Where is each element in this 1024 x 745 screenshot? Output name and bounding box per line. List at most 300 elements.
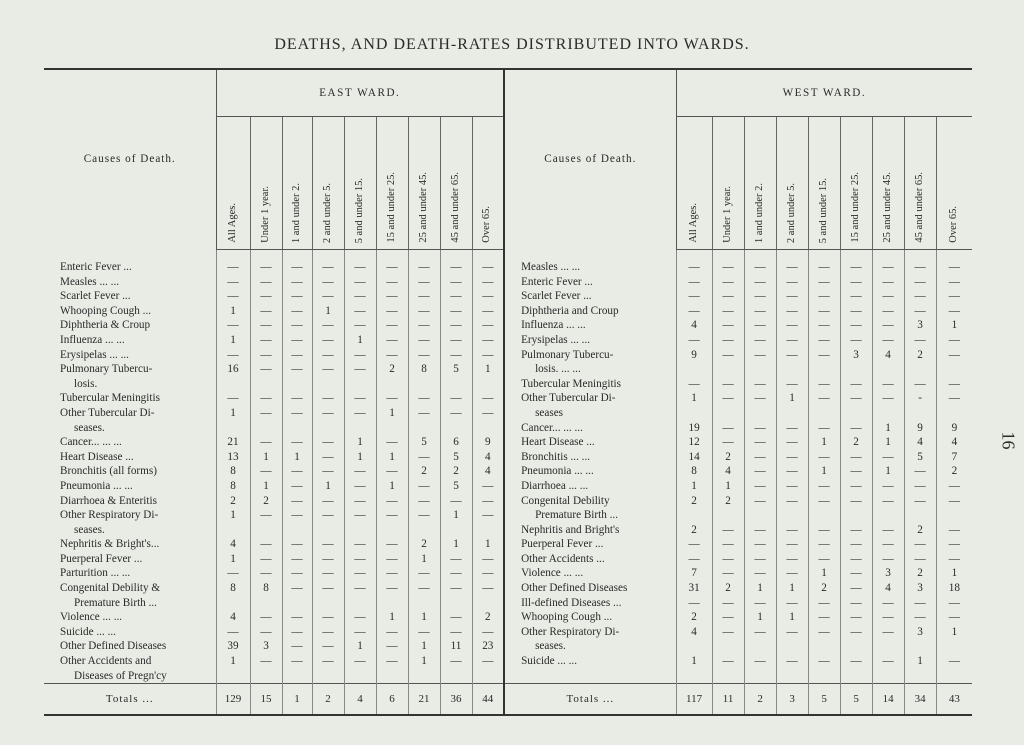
- west-count-cell: 2: [712, 494, 744, 509]
- west-count-cell: —: [904, 494, 936, 509]
- west-total-cell: 2: [744, 684, 776, 716]
- east-count-cell: —: [282, 435, 312, 450]
- west-count-cell: 4: [872, 581, 904, 596]
- west-count-cell: —: [840, 304, 872, 319]
- east-totals-label: Totals ...: [44, 684, 216, 716]
- west-count-cell: 9: [936, 421, 972, 436]
- east-count-cell: —: [344, 566, 376, 581]
- west-count-cell: —: [840, 552, 872, 567]
- west-cause-label: Scarlet Fever ...: [504, 289, 676, 304]
- east-total-cell: 6: [376, 684, 408, 716]
- west-count-cell: [904, 639, 936, 654]
- east-count-cell: 1: [312, 304, 344, 319]
- west-count-cell: [744, 669, 776, 684]
- east-count-cell: —: [472, 250, 504, 275]
- west-count-cell: [840, 669, 872, 684]
- table-row: [44, 566, 972, 581]
- west-cause-label: [504, 669, 676, 684]
- east-total-cell: 4: [344, 684, 376, 716]
- east-count-cell: —: [282, 406, 312, 421]
- west-count-cell: [840, 639, 872, 654]
- east-count-cell: —: [472, 289, 504, 304]
- west-count-cell: —: [808, 348, 840, 363]
- west-count-cell: 1: [808, 464, 840, 479]
- east-count-cell: 1: [408, 654, 440, 669]
- west-count-cell: —: [776, 348, 808, 363]
- east-count-cell: [282, 421, 312, 436]
- east-count-cell: —: [312, 391, 344, 406]
- table-row: [44, 464, 972, 479]
- west-count-cell: —: [744, 391, 776, 406]
- west-count-cell: —: [676, 537, 712, 552]
- west-count-cell: —: [808, 304, 840, 319]
- east-count-cell: [408, 523, 440, 538]
- west-count-cell: —: [808, 523, 840, 538]
- page-title: DEATHS, AND DEATH-RATES DISTRIBUTED INTO WARDS.: [274, 36, 750, 53]
- west-count-cell: —: [776, 494, 808, 509]
- east-cause-label: Suicide ... ...: [60, 625, 116, 638]
- west-cause-label: Diphtheria and Croup: [504, 304, 676, 319]
- west-count-cell: —: [776, 435, 808, 450]
- west-count-cell: [872, 639, 904, 654]
- east-count-cell: [312, 377, 344, 392]
- west-count-cell: —: [840, 377, 872, 392]
- west-count-cell: —: [936, 552, 972, 567]
- west-count-cell: —: [776, 289, 808, 304]
- west-cause-label: Nephritis and Bright's: [504, 523, 676, 538]
- table-row: [44, 435, 972, 450]
- west-count-cell: —: [872, 318, 904, 333]
- west-count-cell: —: [872, 596, 904, 611]
- east-cause-label: Diarrhoea & Enteritis: [60, 494, 157, 507]
- east-count-cell: —: [312, 450, 344, 465]
- west-count-cell: 1: [904, 654, 936, 669]
- east-count-cell: [376, 377, 408, 392]
- east-cause-label: Premature Birth ...: [74, 596, 157, 609]
- east-count-cell: [408, 596, 440, 611]
- west-count-cell: —: [936, 479, 972, 494]
- table-row: [44, 348, 972, 363]
- west-count-cell: 3: [904, 318, 936, 333]
- west-total-cell: 5: [808, 684, 840, 716]
- west-count-cell: [936, 669, 972, 684]
- west-age-column-header: 25 and under 45.: [872, 117, 904, 250]
- west-count-cell: —: [808, 289, 840, 304]
- west-count-cell: [808, 508, 840, 523]
- west-count-cell: —: [904, 289, 936, 304]
- east-count-cell: —: [408, 450, 440, 465]
- east-cause-label: Measles ... ...: [60, 275, 120, 288]
- west-count-cell: [936, 406, 972, 421]
- west-count-cell: —: [744, 566, 776, 581]
- west-count-cell: 1: [776, 610, 808, 625]
- east-count-cell: —: [344, 552, 376, 567]
- east-count-cell: —: [216, 391, 250, 406]
- east-count-cell: 5: [408, 435, 440, 450]
- east-count-cell: —: [472, 566, 504, 581]
- table-row: [44, 537, 972, 552]
- west-count-cell: —: [776, 275, 808, 290]
- east-count-cell: —: [408, 318, 440, 333]
- east-cause-label: losis.: [74, 377, 98, 390]
- east-cause-label: Parturition ... ...: [60, 567, 131, 580]
- east-total-cell: 21: [408, 684, 440, 716]
- west-count-cell: —: [776, 654, 808, 669]
- east-count-cell: 1: [344, 639, 376, 654]
- east-count-cell: —: [440, 566, 472, 581]
- west-count-cell: —: [712, 435, 744, 450]
- east-count-cell: —: [312, 654, 344, 669]
- west-count-cell: —: [808, 552, 840, 567]
- east-count-cell: —: [472, 333, 504, 348]
- west-count-cell: —: [776, 450, 808, 465]
- east-count-cell: —: [344, 362, 376, 377]
- west-count-cell: —: [936, 523, 972, 538]
- west-count-cell: —: [904, 537, 936, 552]
- west-count-cell: [776, 669, 808, 684]
- east-count-cell: [376, 596, 408, 611]
- east-count-cell: 1: [250, 450, 282, 465]
- west-count-cell: —: [744, 250, 776, 275]
- west-count-cell: —: [840, 654, 872, 669]
- west-count-cell: [712, 639, 744, 654]
- table-row: [44, 289, 972, 304]
- east-count-cell: —: [344, 391, 376, 406]
- west-count-cell: —: [840, 289, 872, 304]
- west-count-cell: —: [808, 537, 840, 552]
- east-cause-label: Cancer... ... ...: [60, 436, 122, 449]
- west-count-cell: —: [904, 304, 936, 319]
- east-count-cell: [440, 669, 472, 684]
- west-total-cell: 11: [712, 684, 744, 716]
- west-count-cell: [840, 508, 872, 523]
- east-count-cell: —: [376, 581, 408, 596]
- east-count-cell: —: [408, 479, 440, 494]
- west-count-cell: 7: [676, 566, 712, 581]
- west-count-cell: 3: [872, 566, 904, 581]
- east-total-cell: 1: [282, 684, 312, 716]
- east-count-cell: —: [282, 566, 312, 581]
- west-count-cell: [904, 669, 936, 684]
- west-count-cell: —: [676, 552, 712, 567]
- west-count-cell: —: [676, 304, 712, 319]
- west-count-cell: 1: [808, 566, 840, 581]
- east-cause-label: Enteric Fever ...: [60, 260, 132, 273]
- east-causes-header: Causes of Death.: [44, 69, 216, 250]
- west-count-cell: —: [712, 654, 744, 669]
- east-count-cell: 1: [282, 450, 312, 465]
- table-row: [44, 508, 972, 523]
- east-count-cell: —: [440, 610, 472, 625]
- west-count-cell: —: [872, 450, 904, 465]
- east-count-cell: —: [312, 464, 344, 479]
- west-count-cell: 14: [676, 450, 712, 465]
- east-count-cell: 8: [216, 581, 250, 596]
- east-count-cell: —: [440, 625, 472, 640]
- west-cause-label: Other Tubercular Di-: [504, 391, 676, 406]
- east-cause-label: seases.: [74, 523, 105, 536]
- east-count-cell: —: [216, 275, 250, 290]
- east-count-cell: —: [282, 318, 312, 333]
- west-count-cell: —: [808, 450, 840, 465]
- west-count-cell: 1: [872, 435, 904, 450]
- east-age-column-header: 25 and under 45.: [408, 117, 440, 250]
- west-count-cell: —: [840, 537, 872, 552]
- west-cause-label: Pulmonary Tubercu-: [504, 348, 676, 363]
- east-count-cell: —: [376, 318, 408, 333]
- west-count-cell: [840, 362, 872, 377]
- west-count-cell: [904, 508, 936, 523]
- west-count-cell: —: [744, 289, 776, 304]
- west-count-cell: —: [904, 596, 936, 611]
- east-cause-label: Other Respiratory Di-: [60, 509, 159, 522]
- east-count-cell: [250, 377, 282, 392]
- east-count-cell: —: [408, 289, 440, 304]
- east-count-cell: [472, 523, 504, 538]
- east-count-cell: —: [282, 494, 312, 509]
- west-count-cell: —: [872, 494, 904, 509]
- east-cause-label: Violence ... ...: [60, 611, 123, 624]
- east-count-cell: [472, 421, 504, 436]
- table-row: [44, 250, 972, 275]
- east-total-cell: 44: [472, 684, 504, 716]
- west-count-cell: —: [776, 479, 808, 494]
- west-age-column-header: Under 1 year.: [712, 117, 744, 250]
- west-count-cell: [872, 508, 904, 523]
- west-count-cell: —: [712, 566, 744, 581]
- west-count-cell: —: [712, 275, 744, 290]
- east-count-cell: —: [250, 348, 282, 363]
- west-count-cell: 1: [936, 318, 972, 333]
- table-row: [44, 318, 972, 333]
- west-count-cell: 7: [936, 450, 972, 465]
- west-count-cell: —: [872, 523, 904, 538]
- east-count-cell: —: [282, 391, 312, 406]
- east-count-cell: 1: [216, 406, 250, 421]
- east-count-cell: —: [282, 304, 312, 319]
- west-count-cell: 1: [676, 391, 712, 406]
- east-count-cell: —: [250, 362, 282, 377]
- west-count-cell: 3: [904, 625, 936, 640]
- east-count-cell: —: [344, 494, 376, 509]
- table-row: [44, 654, 972, 669]
- west-count-cell: [676, 362, 712, 377]
- east-count-cell: 2: [408, 464, 440, 479]
- west-count-cell: [872, 669, 904, 684]
- east-count-cell: [282, 596, 312, 611]
- west-count-cell: —: [904, 552, 936, 567]
- west-ward-header: WEST WARD.: [676, 69, 972, 117]
- west-total-cell: 43: [936, 684, 972, 716]
- west-count-cell: [936, 362, 972, 377]
- east-count-cell: 1: [376, 406, 408, 421]
- west-count-cell: —: [936, 348, 972, 363]
- east-count-cell: [344, 377, 376, 392]
- west-count-cell: 4: [676, 318, 712, 333]
- east-cause-label: Puerperal Fever ...: [60, 552, 143, 565]
- west-count-cell: —: [872, 537, 904, 552]
- west-count-cell: 2: [904, 566, 936, 581]
- west-count-cell: —: [904, 275, 936, 290]
- east-count-cell: 1: [312, 479, 344, 494]
- east-count-cell: [440, 523, 472, 538]
- east-count-cell: —: [472, 494, 504, 509]
- west-count-cell: —: [776, 318, 808, 333]
- west-count-cell: —: [840, 610, 872, 625]
- west-count-cell: 2: [808, 581, 840, 596]
- east-count-cell: —: [282, 654, 312, 669]
- west-count-cell: 4: [872, 348, 904, 363]
- east-count-cell: —: [282, 508, 312, 523]
- east-cause-label: Other Tubercular Di-: [60, 406, 155, 419]
- east-age-column-header: Under 1 year.: [250, 117, 282, 250]
- east-count-cell: 1: [472, 537, 504, 552]
- east-count-cell: —: [344, 304, 376, 319]
- west-count-cell: —: [872, 610, 904, 625]
- east-count-cell: —: [408, 391, 440, 406]
- table-row: [44, 333, 972, 348]
- east-count-cell: —: [376, 654, 408, 669]
- east-count-cell: —: [472, 479, 504, 494]
- table-row: [44, 523, 972, 538]
- west-count-cell: 12: [676, 435, 712, 450]
- west-count-cell: [808, 362, 840, 377]
- west-count-cell: [872, 362, 904, 377]
- west-cause-label: Premature Birth ...: [504, 508, 676, 523]
- east-count-cell: —: [408, 348, 440, 363]
- east-count-cell: —: [440, 406, 472, 421]
- east-count-cell: 8: [250, 581, 282, 596]
- east-count-cell: [216, 377, 250, 392]
- east-count-cell: —: [376, 435, 408, 450]
- west-total-cell: 34: [904, 684, 936, 716]
- table-row: [44, 304, 972, 319]
- east-count-cell: —: [250, 435, 282, 450]
- east-count-cell: 1: [408, 639, 440, 654]
- west-count-cell: —: [936, 333, 972, 348]
- west-count-cell: —: [676, 289, 712, 304]
- west-count-cell: -: [904, 391, 936, 406]
- east-count-cell: —: [440, 391, 472, 406]
- west-count-cell: —: [936, 494, 972, 509]
- table-row: [44, 450, 972, 465]
- east-count-cell: 2: [472, 610, 504, 625]
- east-cause-label: Bronchitis (all forms): [60, 465, 157, 478]
- west-count-cell: —: [808, 333, 840, 348]
- west-count-cell: [676, 669, 712, 684]
- west-count-cell: —: [744, 348, 776, 363]
- west-total-cell: 14: [872, 684, 904, 716]
- east-count-cell: —: [250, 654, 282, 669]
- west-count-cell: —: [936, 610, 972, 625]
- west-count-cell: —: [712, 289, 744, 304]
- east-count-cell: —: [408, 566, 440, 581]
- east-count-cell: —: [282, 479, 312, 494]
- west-count-cell: —: [744, 421, 776, 436]
- east-count-cell: [408, 377, 440, 392]
- west-count-cell: —: [808, 377, 840, 392]
- west-count-cell: —: [776, 537, 808, 552]
- east-count-cell: —: [312, 333, 344, 348]
- east-count-cell: 1: [216, 552, 250, 567]
- east-count-cell: 23: [472, 639, 504, 654]
- west-count-cell: 2: [840, 435, 872, 450]
- east-count-cell: —: [250, 406, 282, 421]
- east-count-cell: [472, 377, 504, 392]
- east-count-cell: [216, 669, 250, 684]
- east-count-cell: —: [282, 464, 312, 479]
- west-count-cell: —: [744, 333, 776, 348]
- east-count-cell: [250, 421, 282, 436]
- west-count-cell: —: [840, 318, 872, 333]
- west-count-cell: [676, 639, 712, 654]
- east-count-cell: [344, 523, 376, 538]
- east-count-cell: —: [472, 625, 504, 640]
- west-count-cell: —: [712, 625, 744, 640]
- west-count-cell: —: [808, 494, 840, 509]
- west-age-column-header: 5 and under 15.: [808, 117, 840, 250]
- east-cause-label: Influenza ... ...: [60, 333, 125, 346]
- east-count-cell: 2: [250, 494, 282, 509]
- west-count-cell: —: [744, 304, 776, 319]
- west-count-cell: 31: [676, 581, 712, 596]
- east-count-cell: —: [408, 581, 440, 596]
- west-count-cell: 1: [872, 464, 904, 479]
- west-count-cell: —: [808, 596, 840, 611]
- west-count-cell: —: [744, 435, 776, 450]
- west-total-cell: 5: [840, 684, 872, 716]
- east-count-cell: —: [344, 406, 376, 421]
- west-count-cell: —: [712, 421, 744, 436]
- east-count-cell: 8: [408, 362, 440, 377]
- west-total-cell: 3: [776, 684, 808, 716]
- table-row: [44, 406, 972, 421]
- west-count-cell: —: [744, 479, 776, 494]
- east-count-cell: —: [376, 304, 408, 319]
- east-count-cell: —: [472, 275, 504, 290]
- west-count-cell: 19: [676, 421, 712, 436]
- west-count-cell: —: [936, 537, 972, 552]
- east-count-cell: —: [250, 552, 282, 567]
- west-cause-label: Bronchitis ... ...: [504, 450, 676, 465]
- east-count-cell: —: [216, 348, 250, 363]
- west-count-cell: [744, 639, 776, 654]
- west-count-cell: —: [776, 464, 808, 479]
- east-count-cell: —: [472, 391, 504, 406]
- east-count-cell: 1: [344, 435, 376, 450]
- east-count-cell: —: [250, 289, 282, 304]
- east-count-cell: [440, 377, 472, 392]
- east-count-cell: —: [472, 304, 504, 319]
- east-count-cell: —: [440, 581, 472, 596]
- east-count-cell: —: [376, 639, 408, 654]
- west-count-cell: 1: [712, 479, 744, 494]
- east-count-cell: —: [344, 275, 376, 290]
- east-count-cell: —: [312, 250, 344, 275]
- west-count-cell: —: [872, 391, 904, 406]
- west-count-cell: —: [936, 289, 972, 304]
- east-count-cell: 1: [216, 333, 250, 348]
- west-count-cell: 1: [676, 479, 712, 494]
- west-count-cell: [712, 669, 744, 684]
- east-count-cell: —: [472, 406, 504, 421]
- east-count-cell: —: [472, 348, 504, 363]
- west-count-cell: 2: [676, 610, 712, 625]
- east-count-cell: —: [440, 304, 472, 319]
- west-count-cell: 2: [904, 523, 936, 538]
- west-cause-label: Tubercular Meningitis: [504, 377, 676, 392]
- east-count-cell: —: [440, 552, 472, 567]
